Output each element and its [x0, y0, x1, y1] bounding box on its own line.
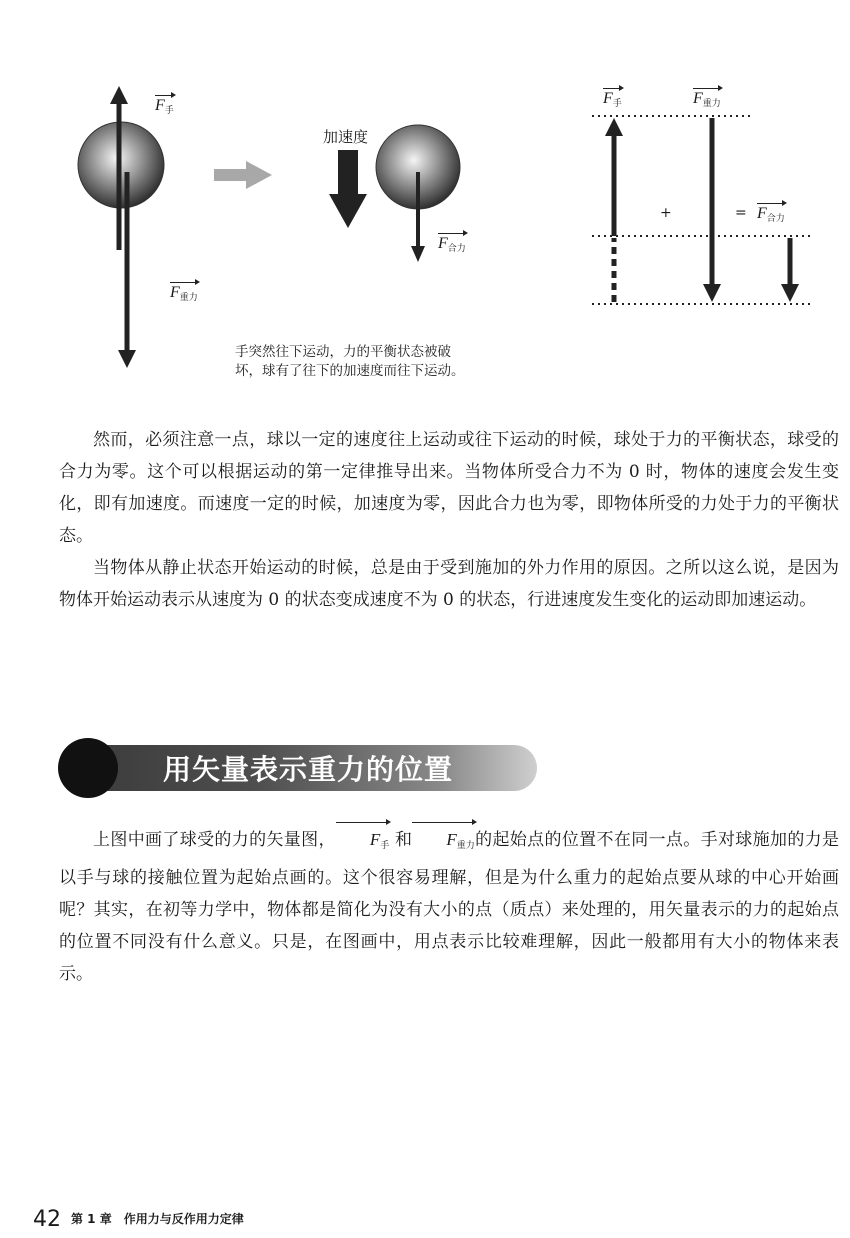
net-force-arrowhead: [781, 284, 799, 302]
section-heading: 用矢量表示重力的位置: [163, 753, 454, 786]
plus-sign: +: [660, 205, 672, 221]
label-right-net-force: $F_{合力}$: [757, 205, 785, 224]
figure-caption: 手突然往下运动，力的平衡状态被破 坏，球有了往下的加速度而往下运动。: [235, 344, 465, 379]
body-text: [59, 424, 839, 616]
gravity-force-arrowhead: [703, 284, 721, 302]
paragraph-2: 当物体从静止状态开始运动的时候，总是由于受到施加的外力作用的原因。之所以这么说，是因为物体开始运动表示从速度为 0 的状态变成速度不为 0 的状态，行进速度发生变化的运动即加速运动。: [59, 558, 839, 610]
label-right-gravity-force: $F_{重力}$: [693, 90, 721, 109]
hand-force-arrowhead: [605, 118, 623, 136]
label-net-force: $F_{合力}$: [438, 235, 466, 254]
paragraph-3: 上图中画了球受的力的矢量图， $F_手$ 和 $F_{重力}$的起始点的位置不在同一点。手对球施加的力是以手与球的接触位置为起始点画的。这个很容易理解，但是为什么重力的起始点要从球的中心开始画呢？其实，在初等力学中，物体都是简化为没有大小的点（质点）来处理的，用矢量表示的力的起始点的位置不同没有什么意义。只是，在图画中，用点表示比较难理解，因此一般都用有大小的物体来表示。: [59, 824, 839, 990]
label-right-hand-force: $F_手$: [603, 90, 622, 109]
label-hand-force: $F_手$: [155, 97, 174, 116]
acceleration-arrowhead: [329, 194, 367, 228]
acceleration-arrow-shaft: [338, 150, 358, 196]
equals-sign: =: [735, 205, 747, 221]
section-heading-circle: [58, 738, 118, 798]
left-ball-diagram: [78, 86, 164, 368]
transition-arrow: [214, 161, 272, 189]
label-acceleration: 加速度: [323, 128, 369, 146]
force-diagram-figure: [0, 0, 850, 400]
label-gravity-force: $F_{重力}$: [170, 284, 198, 303]
page-footer: [33, 1207, 244, 1232]
gravity-force-arrowhead: [118, 350, 136, 368]
page-number: 42: [33, 1207, 61, 1232]
vector-gravity-inline: $F_{重力}$: [412, 824, 474, 862]
section-body-text: [59, 824, 839, 990]
net-force-arrowhead: [411, 246, 425, 262]
paragraph-1: 然而，必须注意一点，球以一定的速度往上运动或往下运动的时候，球处于力的平衡状态，球受的合力为零。这个可以根据运动的第一定律推导出来。当物体所受合力不为 0 时，物体的速度会发生变化，即有加速度。而速度一定的时候，加速度为零，因此合力也为零，即物体所受的力处于力的平衡状态。: [59, 430, 839, 546]
vector-hand-inline: $F_手$: [336, 824, 389, 862]
chapter-title: 第 1 章 作用力与反作用力定律: [71, 1212, 244, 1226]
hand-force-arrowhead: [110, 86, 128, 104]
